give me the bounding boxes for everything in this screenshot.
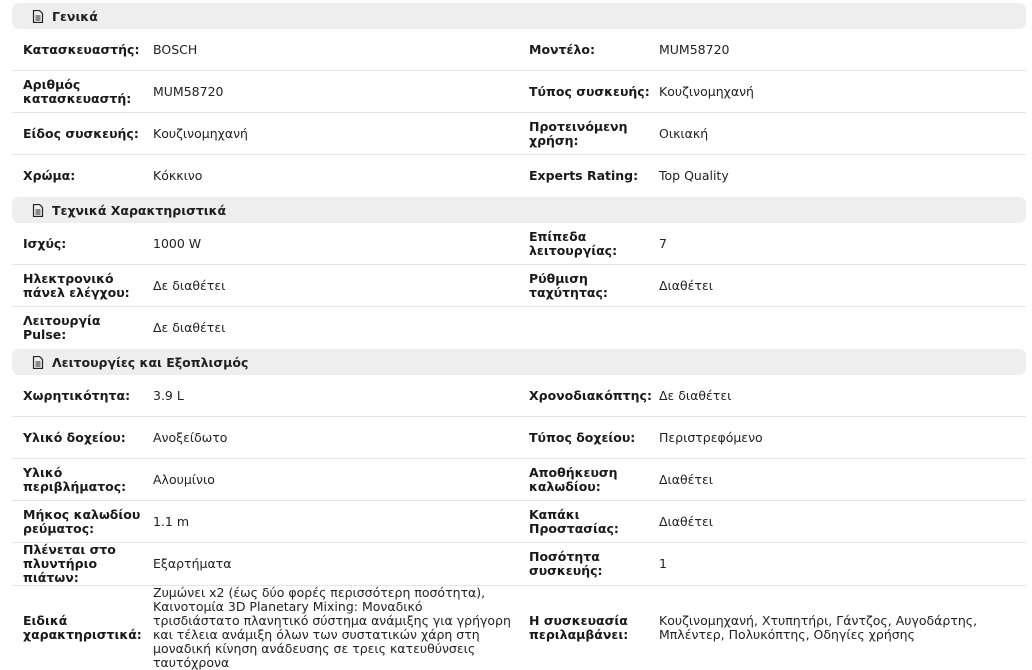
section-header-features <box>12 349 1026 375</box>
spec-row <box>12 543 1026 586</box>
spec-value: 3.9 L <box>153 387 184 403</box>
spec-label: Χρώμα: <box>23 168 76 183</box>
spec-value: Κουζινομηχανή <box>659 83 754 99</box>
spec-row <box>12 584 1026 670</box>
spec-label: Καπάκι Προστασίας: <box>529 506 619 536</box>
spec-value: Κουζινομηχανή, Χτυπητήρι, Γάντζος, Αυγοδάρτης, Μπλέντερ, Πολυκόπτης, Οδηγίες χρήσης <box>659 612 978 642</box>
spec-row <box>12 71 1026 113</box>
spec-value: MUM58720 <box>153 83 224 99</box>
spec-label: Προτεινόμενη χρήση: <box>529 118 628 148</box>
spec-label: Επίπεδα λειτουργίας: <box>529 228 618 258</box>
spec-label: Ρύθμιση ταχύτητας: <box>529 270 608 300</box>
spec-label: Μοντέλο: <box>529 41 595 57</box>
spec-label: Υλικό περιβλήματος: <box>23 464 127 494</box>
spec-row <box>12 265 1026 307</box>
spec-label: Υλικό δοχείου: <box>23 429 126 445</box>
spec-value <box>659 307 1024 349</box>
spec-label: Η συσκευασία περιλαμβάνει: <box>529 612 629 642</box>
spec-label: Κατασκευαστής: <box>23 41 140 57</box>
document-icon <box>32 10 44 23</box>
spec-label: Ηλεκτρονικό πάνελ ελέγχου: <box>23 270 130 300</box>
spec-value: Top Quality <box>659 168 729 183</box>
spec-value: Κουζινομηχανή <box>153 125 248 141</box>
spec-value: Ζυμώνει x2 (έως δύο φορές περισσότερη ποσότητα), Καινοτομία 3D Planetary Mixing: Μοναδικό τρισδιάστατο πλανητικό σύστημα ανάμιξης για γρήγορη και τέλεια ανάμιξη όλων των συστατικών χάρη στη μοναδική κίνηση ανάδευσης σε τρεις κατευθύνσεις ταυτόχρονα <box>153 584 511 670</box>
spec-value: Διαθέτει <box>659 471 713 487</box>
spec-value: Δε διαθέτει <box>153 320 226 335</box>
spec-value: Διαθέτει <box>659 277 713 293</box>
spec-label: Μήκος καλωδίου ρεύματος: <box>23 506 141 536</box>
spec-label: Τύπος συσκευής: <box>529 83 650 99</box>
spec-label: Χωρητικότητα: <box>23 387 131 403</box>
document-icon <box>32 204 44 217</box>
spec-value: Περιστρεφόμενο <box>659 429 763 445</box>
spec-value: 7 <box>659 235 667 251</box>
spec-value: Ανοξείδωτο <box>153 429 228 445</box>
section-header-technical <box>12 197 1026 223</box>
spec-row <box>12 459 1026 501</box>
spec-row <box>12 223 1026 265</box>
spec-value: MUM58720 <box>659 41 730 57</box>
section-header-general <box>12 3 1026 29</box>
spec-label: Ποσότητα συσκευής: <box>529 549 603 578</box>
spec-row <box>12 307 1026 349</box>
spec-value: Δε διαθέτει <box>659 387 732 403</box>
section-title: Τεχνικά Χαρακτηριστικά <box>52 202 227 218</box>
spec-label: Τύπος δοχείου: <box>529 429 636 445</box>
spec-row <box>12 29 1026 71</box>
spec-label: Αριθμός κατασκευαστή: <box>23 76 132 106</box>
spec-row <box>12 375 1026 417</box>
spec-value: Κόκκινο <box>153 168 203 183</box>
spec-value: Διαθέτει <box>659 513 713 529</box>
spec-label <box>529 307 654 349</box>
spec-row <box>12 113 1026 155</box>
spec-label: Λειτουργία Pulse: <box>23 313 101 342</box>
spec-row <box>12 501 1026 543</box>
spec-value: Δε διαθέτει <box>153 277 226 293</box>
spec-label: Πλένεται στο πλυντήριο πιάτων: <box>23 542 116 585</box>
spec-value: 1.1 m <box>153 513 190 529</box>
spec-label: Ειδικά χαρακτηριστικά: <box>23 612 142 642</box>
spec-value: Αλουμίνιο <box>153 471 215 487</box>
spec-value: 1 <box>659 556 667 571</box>
spec-label: Ισχύς: <box>23 235 67 251</box>
spec-value: BOSCH <box>153 41 198 57</box>
spec-label: Experts Rating: <box>529 168 639 183</box>
document-icon <box>32 356 44 369</box>
spec-label: Χρονοδιακόπτης: <box>529 387 652 403</box>
section-title: Γενικά <box>52 8 98 24</box>
spec-label: Αποθήκευση καλωδίου: <box>529 464 618 494</box>
spec-value: Εξαρτήματα <box>153 556 232 571</box>
spec-value: 1000 W <box>153 235 202 251</box>
spec-row <box>12 155 1026 197</box>
spec-label: Είδος συσκευής: <box>23 125 139 141</box>
section-title: Λειτουργίες και Εξοπλισμός <box>52 354 249 370</box>
spec-row <box>12 417 1026 459</box>
spec-value: Οικιακή <box>659 125 709 141</box>
